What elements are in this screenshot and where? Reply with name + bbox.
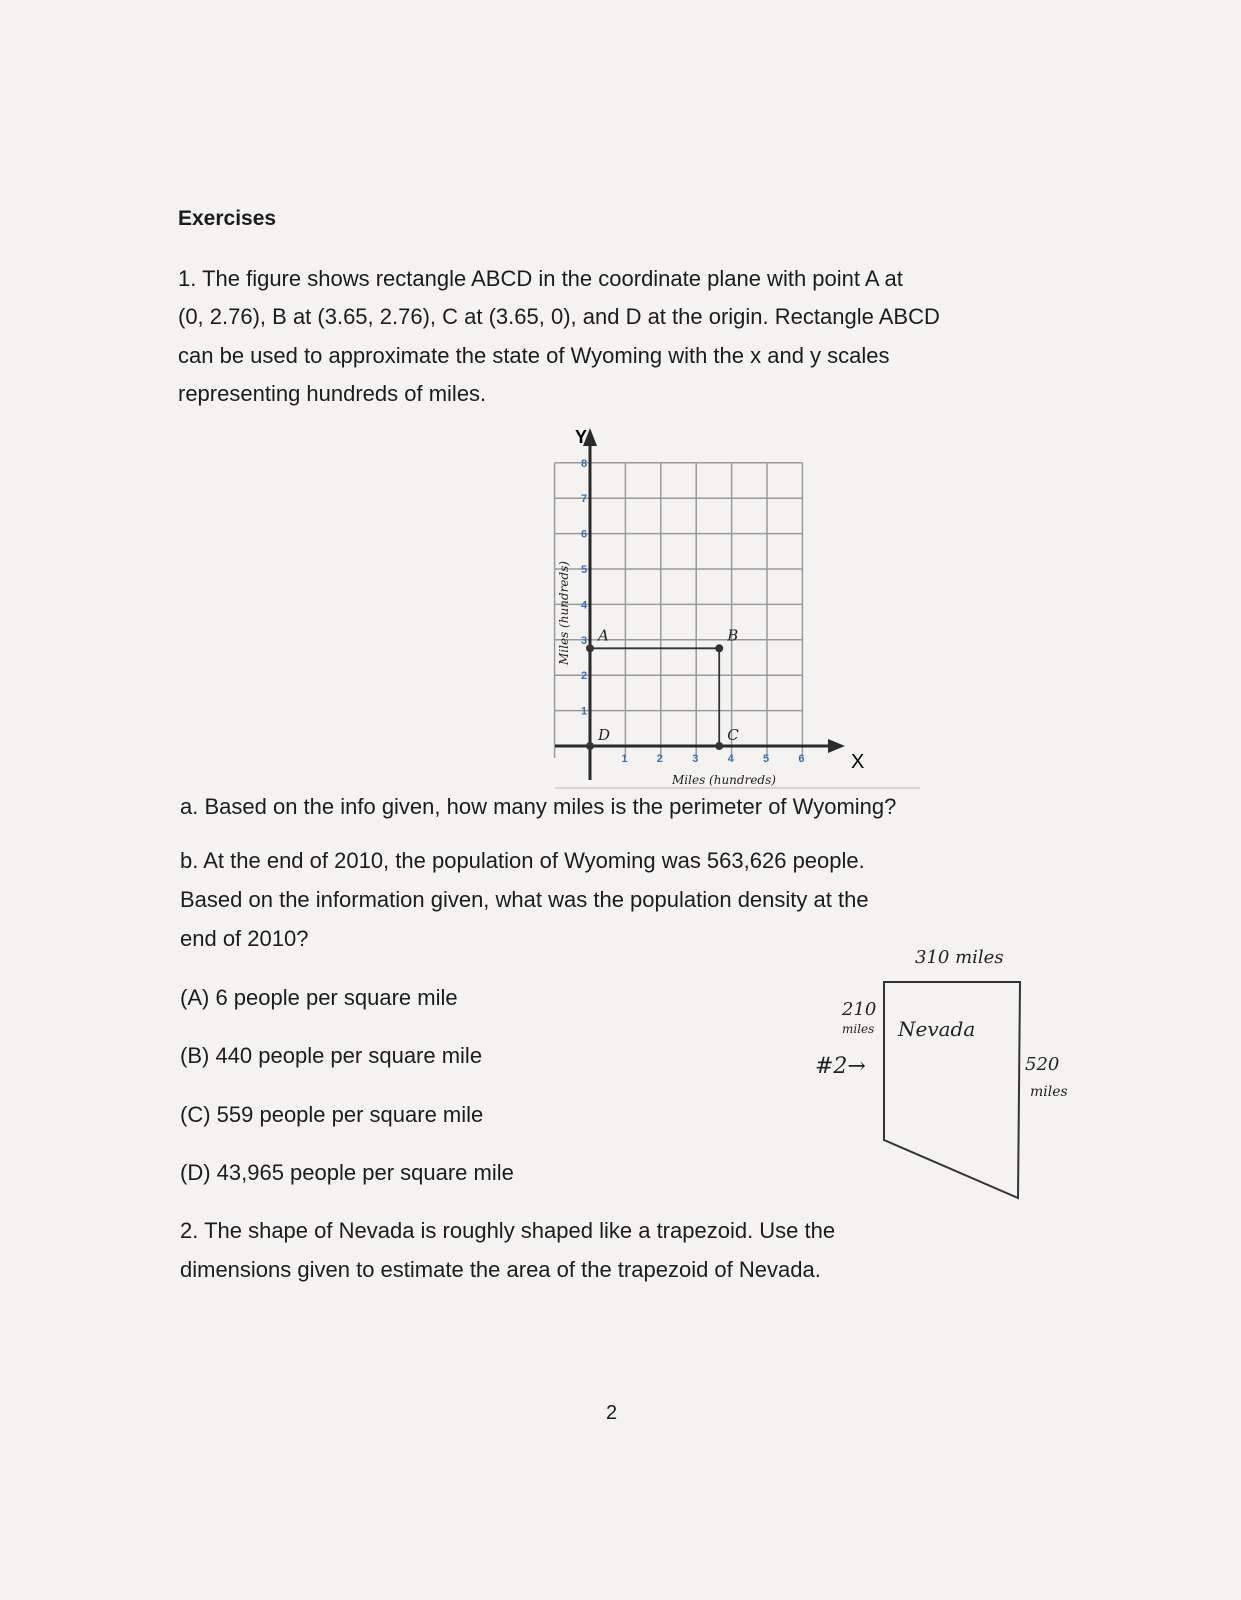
q2-line: 2. The shape of Nevada is roughly shaped like a trapezoid. Use the bbox=[180, 1218, 836, 1243]
y-axis-label: Y bbox=[575, 427, 588, 447]
page-number: 2 bbox=[606, 1402, 618, 1424]
q1-line: representing hundreds of miles. bbox=[178, 381, 487, 406]
x-tick-label: 3 bbox=[692, 753, 699, 765]
q1-part-b-line: end of 2010? bbox=[180, 926, 309, 951]
x-tick-label: 6 bbox=[798, 753, 805, 765]
x-axis-label: X bbox=[851, 751, 865, 773]
question-2-marker: #2→ bbox=[815, 1054, 866, 1079]
q1-line: (0, 2.76), B at (3.65, 2.76), C at (3.65, 0), and D at the origin. Rectangle ABCD bbox=[178, 304, 940, 329]
y-tick-label: 7 bbox=[581, 493, 588, 506]
q2-line: dimensions given to estimate the area of the trapezoid of Nevada. bbox=[180, 1257, 821, 1282]
q1-part-b-line: Based on the information given, what was the population density at the bbox=[180, 887, 869, 912]
x-tick-label: 4 bbox=[727, 753, 734, 765]
nevada-right-unit: miles bbox=[1030, 1084, 1068, 1100]
nevada-left-length: 210 bbox=[842, 999, 877, 1020]
y-tick-label: 8 bbox=[581, 457, 588, 470]
nevada-right-length: 520 bbox=[1025, 1054, 1060, 1075]
x-tick-label: 1 bbox=[621, 753, 628, 765]
q1-part-a: a. Based on the info given, how many miles is the perimeter of Wyoming? bbox=[180, 794, 897, 819]
point-label: A bbox=[598, 626, 609, 645]
y-tick-label: 5 bbox=[581, 564, 588, 576]
y-tick-label: 3 bbox=[581, 634, 588, 647]
x-axis-title: Miles (hundreds) bbox=[672, 773, 776, 787]
x-tick-label: 5 bbox=[763, 753, 770, 765]
choice-a: (A) 6 people per square mile bbox=[180, 985, 458, 1010]
point-c bbox=[715, 742, 723, 750]
point-label: B bbox=[727, 626, 739, 645]
y-tick-label: 4 bbox=[581, 599, 588, 612]
y-axis-title: Miles (hundreds) bbox=[557, 561, 571, 665]
x-tick-label: 2 bbox=[656, 753, 663, 765]
choice-b: (B) 440 people per square mile bbox=[180, 1043, 483, 1068]
grid bbox=[555, 463, 803, 758]
y-tick-label: 1 bbox=[581, 705, 588, 718]
point-a bbox=[586, 644, 594, 652]
exercises-heading: Exercises bbox=[178, 207, 277, 230]
nevada-trapezoid bbox=[884, 982, 1020, 1198]
nevada-top-length: 310 miles bbox=[915, 947, 1004, 968]
y-tick-label: 6 bbox=[581, 528, 588, 541]
point-b bbox=[715, 644, 723, 652]
q1-line: 1. The figure shows rectangle ABCD in the coordinate plane with point A at bbox=[178, 266, 903, 291]
point-d bbox=[586, 742, 594, 750]
q1-part-b-line: b. At the end of 2010, the population of Wyoming was 563,626 people. bbox=[180, 848, 865, 873]
y-tick-label: 2 bbox=[581, 670, 588, 683]
q1-line: can be used to approximate the state of Wyoming with the x and y scales bbox=[178, 343, 890, 368]
x-axis-arrow-icon bbox=[828, 739, 845, 753]
point-label: D bbox=[598, 726, 611, 744]
point-label: C bbox=[727, 726, 739, 744]
choice-d: (D) 43,965 people per square mile bbox=[180, 1160, 514, 1185]
nevada-left-unit: miles bbox=[842, 1022, 875, 1036]
choice-c: (C) 559 people per square mile bbox=[180, 1102, 484, 1127]
nevada-name: Nevada bbox=[898, 1017, 976, 1041]
